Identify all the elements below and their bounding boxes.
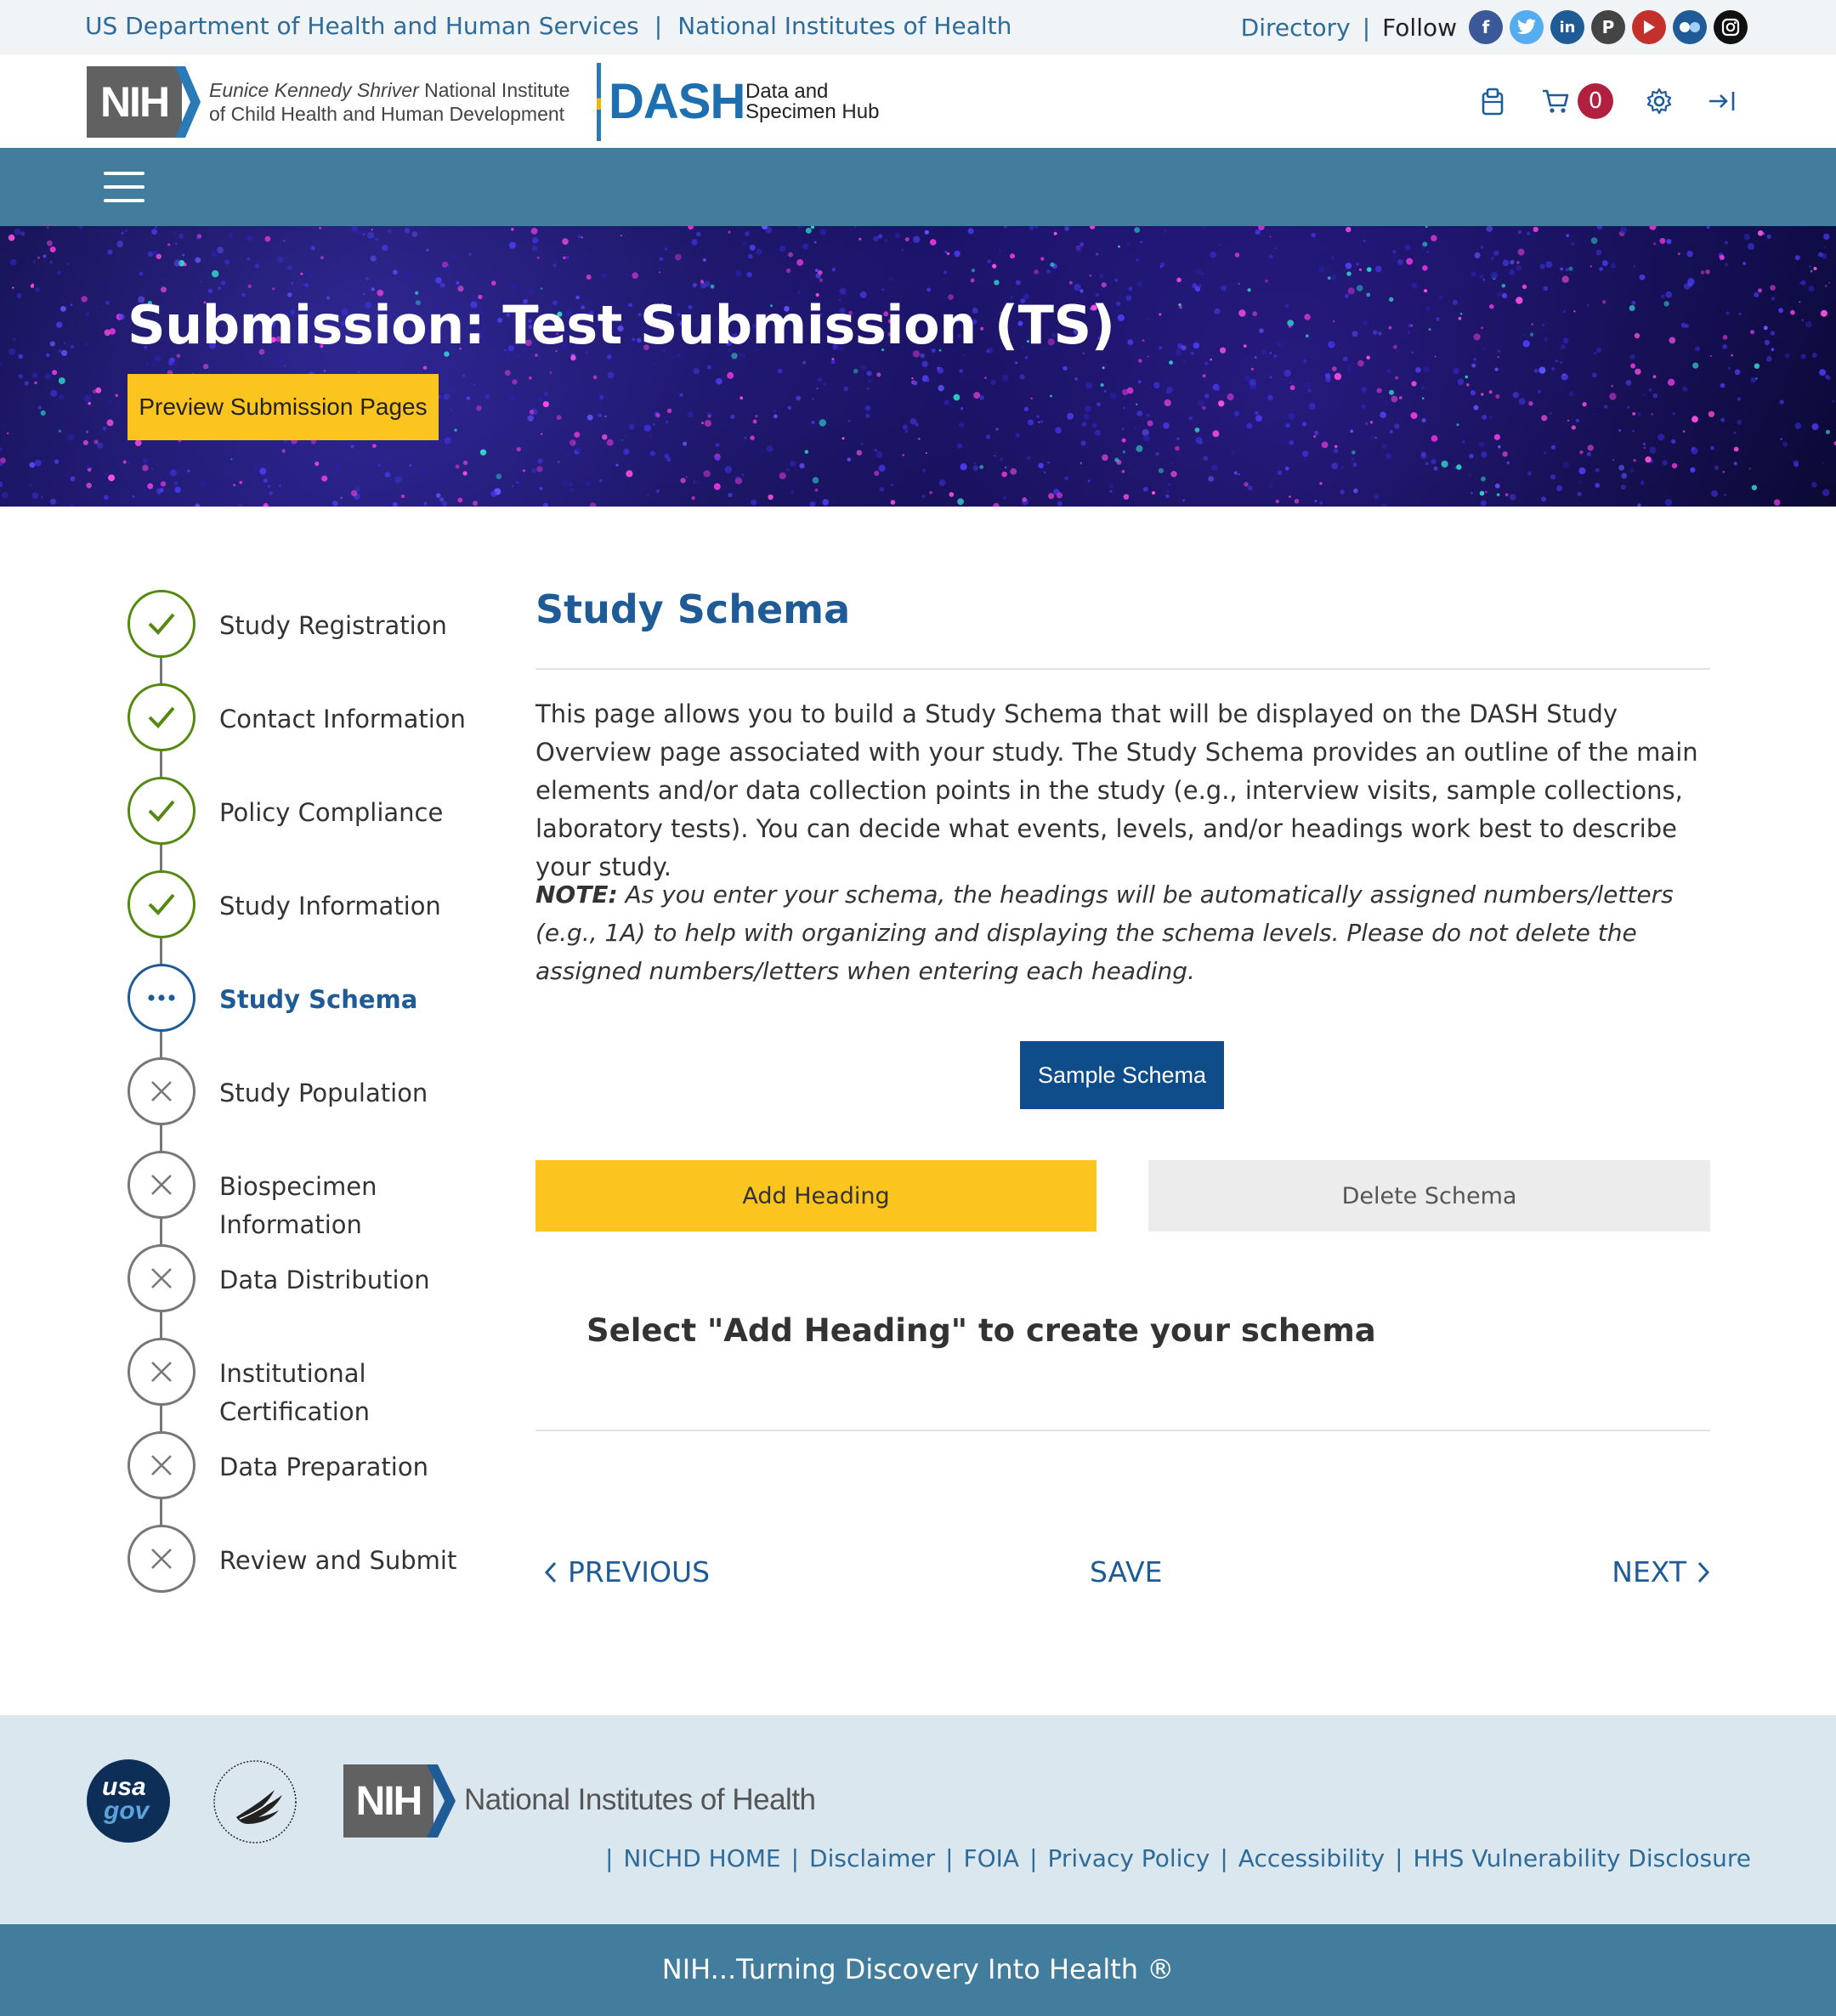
step-label: Study Registration bbox=[219, 611, 447, 640]
step-label: Data Preparation bbox=[219, 1453, 428, 1481]
next-button[interactable] bbox=[1612, 1555, 1710, 1588]
follow-label: Follow bbox=[1382, 13, 1457, 42]
save-button[interactable] bbox=[1090, 1555, 1162, 1588]
step-label: Study Schema bbox=[219, 985, 418, 1014]
nih-logo[interactable]: NIH bbox=[87, 66, 182, 138]
twitter-icon[interactable] bbox=[1510, 10, 1544, 44]
previous-label: PREVIOUS bbox=[568, 1555, 711, 1588]
save-label: SAVE bbox=[1090, 1555, 1163, 1588]
intro-paragraph: This page allows you to build a Study Schema that will be displayed on the DASH Study Overview page associated with your study. The Study Schema provides an outline of the main elements and/or data collection points in the study (e.g., interview visits, sample collections, laboratory tests). You can decide what events, levels, and/or headings work best to describe your study. bbox=[536, 699, 1698, 881]
utility-bar bbox=[0, 0, 1836, 54]
step-label: Institutional Certification bbox=[219, 1359, 370, 1426]
section-title: Study Schema bbox=[536, 586, 851, 632]
x-icon bbox=[128, 1431, 196, 1499]
hero-banner bbox=[0, 226, 1836, 507]
step-label: Biospecimen Information bbox=[219, 1172, 377, 1239]
utility-left-links bbox=[85, 12, 1012, 40]
footer-links: | NICHD HOME | Disclaimer | FOIA | Privacy Policy | Accessibility | HHS Vulnerability Disclosure bbox=[604, 1844, 1751, 1872]
empty-schema-message: Select "Add Heading" to create your schema bbox=[586, 1312, 1376, 1349]
footer-link-vulnerability-disclosure[interactable]: HHS Vulnerability Disclosure bbox=[1413, 1844, 1751, 1872]
x-icon bbox=[128, 1338, 196, 1406]
step-label: Study Information bbox=[219, 892, 441, 920]
x-icon bbox=[128, 1057, 196, 1125]
chevron-left-icon bbox=[544, 1560, 558, 1584]
cart-icon[interactable] bbox=[1538, 84, 1572, 118]
footer-link-disclaimer[interactable]: Disclaimer bbox=[809, 1844, 936, 1872]
hero-background-image bbox=[0, 226, 1836, 507]
footer-link-nichd-home[interactable]: NICHD HOME bbox=[623, 1844, 781, 1872]
hhs-link[interactable]: US Department of Health and Human Services bbox=[85, 12, 639, 40]
utility-right bbox=[1241, 10, 1748, 44]
cart[interactable] bbox=[1538, 83, 1613, 119]
page-title: Submission: Test Submission (TS) bbox=[128, 294, 1115, 356]
step-label: Review and Submit bbox=[219, 1546, 457, 1575]
step-data-distribution[interactable] bbox=[128, 1244, 484, 1312]
step-institutional-certification[interactable] bbox=[128, 1338, 484, 1426]
step-biospecimen-information[interactable] bbox=[128, 1151, 484, 1239]
dash-logo[interactable]: DASH bbox=[609, 74, 745, 129]
social-icons bbox=[1469, 10, 1748, 44]
instagram-icon[interactable] bbox=[1714, 10, 1748, 44]
footer-link-foia[interactable]: FOIA bbox=[963, 1844, 1020, 1872]
header-icons bbox=[1476, 83, 1739, 119]
footer-link-privacy-policy[interactable]: Privacy Policy bbox=[1047, 1844, 1210, 1872]
tagline-bar bbox=[0, 1924, 1836, 2016]
step-label: Data Distribution bbox=[219, 1266, 430, 1294]
request-icon[interactable] bbox=[1476, 84, 1510, 118]
step-study-schema[interactable] bbox=[128, 964, 484, 1032]
add-heading-button[interactable]: Add Heading bbox=[536, 1160, 1096, 1232]
previous-button[interactable] bbox=[544, 1555, 710, 1588]
footer-link-accessibility[interactable]: Accessibility bbox=[1238, 1844, 1386, 1872]
step-study-registration[interactable] bbox=[128, 590, 484, 658]
footer-nih-logo[interactable]: NIH bbox=[343, 1764, 434, 1838]
step-contact-information[interactable] bbox=[128, 683, 484, 751]
next-label: NEXT bbox=[1612, 1555, 1686, 1588]
settings-icon[interactable] bbox=[1642, 84, 1676, 118]
chevron-right-icon bbox=[1697, 1560, 1710, 1584]
menu-icon[interactable] bbox=[104, 172, 144, 204]
main-navbar bbox=[0, 148, 1836, 226]
page-navigation bbox=[536, 1555, 1710, 1598]
usagov-line1: usa bbox=[102, 1773, 146, 1801]
login-icon[interactable] bbox=[1705, 84, 1739, 118]
separator: | bbox=[1362, 13, 1371, 42]
cart-count-badge: 0 bbox=[1578, 83, 1613, 119]
dash-subtitle-line1: Data and bbox=[745, 80, 829, 103]
ellipsis-icon bbox=[128, 964, 196, 1032]
institute-line2: of Child Health and Human Development bbox=[209, 103, 565, 125]
sample-schema-button[interactable]: Sample Schema bbox=[1020, 1041, 1224, 1109]
step-label: Contact Information bbox=[219, 705, 466, 733]
note-label: NOTE: bbox=[536, 881, 618, 909]
check-icon bbox=[128, 870, 196, 938]
step-label: Policy Compliance bbox=[219, 798, 444, 827]
footer-nih-name[interactable]: National Institutes of Health bbox=[464, 1783, 816, 1816]
linkedin-icon[interactable]: in bbox=[1550, 10, 1584, 44]
preview-submission-button[interactable]: Preview Submission Pages bbox=[128, 374, 439, 440]
divider bbox=[536, 1430, 1710, 1431]
check-icon bbox=[128, 590, 196, 658]
institute-italic: Eunice Kennedy Shriver bbox=[209, 79, 419, 101]
dash-subtitle-line2: Specimen Hub bbox=[745, 100, 880, 123]
step-study-population[interactable] bbox=[128, 1057, 484, 1125]
directory-link[interactable]: Directory bbox=[1240, 13, 1351, 42]
youtube-icon[interactable] bbox=[1632, 10, 1666, 44]
nih-link[interactable]: National Institutes of Health bbox=[677, 12, 1012, 40]
tagline: NIH...Turning Discovery Into Health ® bbox=[661, 1953, 1175, 1985]
note-text: As you enter your schema, the headings will be automatically assigned numbers/letters (e.g., 1A) to help with organizing and displaying the schema levels. Please do not delete the assigned numbers/letters when entering each heading. bbox=[536, 881, 1674, 985]
step-policy-compliance[interactable] bbox=[128, 777, 484, 845]
facebook-icon[interactable]: f bbox=[1469, 10, 1503, 44]
pinterest-icon[interactable]: P bbox=[1591, 10, 1625, 44]
divider bbox=[536, 668, 1710, 670]
step-review-and-submit[interactable] bbox=[128, 1525, 484, 1593]
separator: | bbox=[654, 12, 663, 40]
nih-logo-chevron bbox=[175, 66, 201, 138]
x-icon bbox=[128, 1244, 196, 1312]
step-data-preparation[interactable] bbox=[128, 1431, 484, 1499]
footer-nih-chevron bbox=[427, 1764, 456, 1838]
site-footer bbox=[0, 1715, 1836, 1924]
institute-line1: National Institute bbox=[418, 79, 570, 101]
check-icon bbox=[128, 777, 196, 845]
check-icon bbox=[128, 683, 196, 751]
usagov-logo[interactable] bbox=[87, 1759, 170, 1843]
step-study-information[interactable] bbox=[128, 870, 484, 938]
delete-schema-button[interactable]: Delete Schema bbox=[1148, 1160, 1710, 1232]
flickr-icon[interactable] bbox=[1673, 10, 1707, 44]
step-label: Study Population bbox=[219, 1079, 428, 1107]
x-icon bbox=[128, 1525, 196, 1593]
hhs-seal-icon[interactable] bbox=[211, 1758, 299, 1846]
usagov-line2: gov bbox=[104, 1797, 150, 1825]
dash-logo-divider bbox=[597, 63, 601, 141]
site-header bbox=[0, 54, 1836, 148]
dash-subtitle bbox=[745, 82, 879, 122]
note-paragraph bbox=[536, 875, 1710, 990]
x-icon bbox=[128, 1151, 196, 1219]
institute-name[interactable] bbox=[209, 78, 570, 126]
